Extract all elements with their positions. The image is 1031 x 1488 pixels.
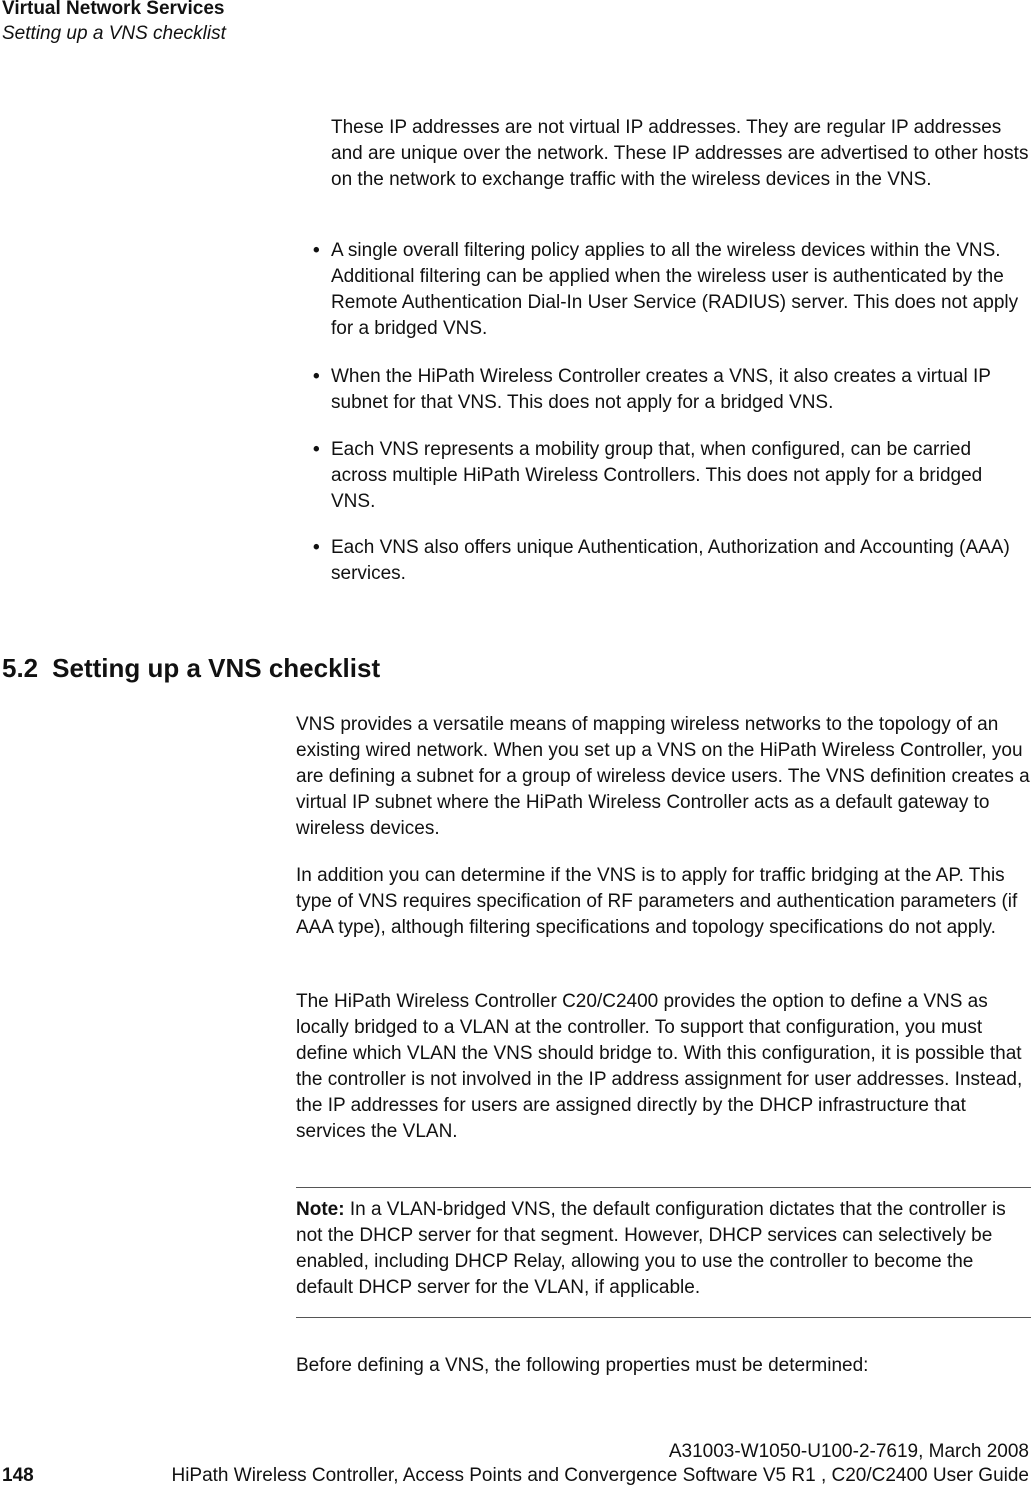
section-subtitle: Setting up a VNS checklist [2,23,226,44]
bullet-text: Each VNS also offers unique Authentication, Authorization and Accounting (AAA) services. [331,537,1010,584]
section-number: 5.2 [2,653,39,683]
note-text: In a VLAN-bridged VNS, the default configuration dictates that the controller is not the DHCP server for that segment. However, DHCP services can selectively be enabled, including DHCP Relay, allowing you to use the controller to become the default DHCP server for the VLAN, if applicable. [296,1199,1006,1298]
chapter-title: Virtual Network Services [2,0,225,19]
closing-paragraph: Before defining a VNS, the following properties must be determined: [296,1355,869,1376]
body-paragraph: The HiPath Wireless Controller C20/C2400 provides the option to define a VNS as locally bridged to a VLAN at the controller. To support that configuration, you must define which VLAN the VNS should bridge to. With this configuration, it is possible that the controller is not involved in the IP address assignment for user addresses. Instead, the IP addresses for users are assigned directly by the DHCP infrastructure that services the VLAN. [296,991,1023,1142]
section-title: Setting up a VNS checklist [52,653,381,683]
bullet-text: When the HiPath Wireless Controller creates a VNS, it also creates a virtual IP subnet for that VNS. This does not apply for a bridged VNS. [331,366,991,413]
body-paragraph: In addition you can determine if the VNS is to apply for traffic bridging at the AP. This type of VNS requires specification of RF parameters and authentication parameters (if AAA type), although filtering specifications and topology specifications do not apply. [296,865,1018,938]
note-top-rule [296,1187,1031,1188]
bullet-text: A single overall filtering policy applies to all the wireless devices within the VNS. Additional filtering can be applied when the wireless user is authenticated by the Remote Authentication Dial-In User Service (RADIUS) server. This does not apply for a bridged VNS. [331,240,1019,339]
document-reference: A31003-W1050-U100-2-7619, March 2008 [668,1441,1029,1462]
intro-paragraph: These IP addresses are not virtual IP addresses. They are regular IP addresses and are unique over the network. These IP addresses are advertised to other hosts on the network to exchange traffic with the wireless devices in the VNS. [331,117,1029,190]
bullet-dot: • [313,537,320,558]
note-label: Note: [296,1199,345,1220]
bullet-dot: • [313,240,320,261]
running-header [2,0,226,47]
section-heading [2,651,380,685]
page-number: 148 [2,1465,34,1486]
bullet-dot: • [313,439,320,460]
note-bottom-rule [296,1317,1031,1318]
note-box [296,1197,1031,1301]
bullet-text: Each VNS represents a mobility group that, when configured, can be carried across multiple HiPath Wireless Controllers. This does not apply for a bridged VNS. [331,439,983,512]
bullet-dot: • [313,366,320,387]
guide-title: HiPath Wireless Controller, Access Points and Convergence Software V5 R1 , C20/C2400 User Guide [171,1465,1029,1486]
body-paragraph: VNS provides a versatile means of mapping wireless networks to the topology of an existing wired network. When you set up a VNS on the HiPath Wireless Controller, you are defining a subnet for a group of wireless device users. The VNS definition creates a virtual IP subnet where the HiPath Wireless Controller acts as a default gateway to wireless devices. [296,714,1030,839]
